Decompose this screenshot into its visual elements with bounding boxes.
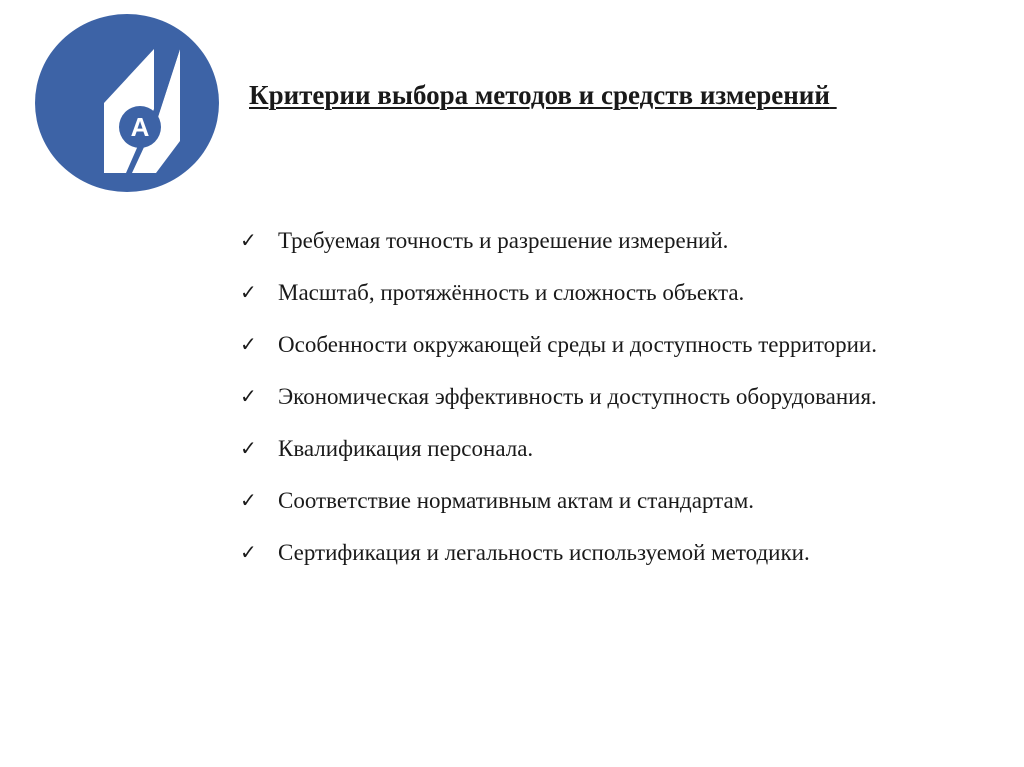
list-item [240,319,952,370]
checkmark-icon: ✓ [240,540,257,564]
geodesy-logo-icon [34,13,220,193]
list-item [240,267,952,318]
criterion-text: Сертификация и легальность используемой методики. [278,540,810,565]
checkmark-icon: ✓ [240,332,257,356]
checkmark-icon: ✓ [240,384,257,408]
criterion-text: Квалификация персонала. [278,436,534,461]
criterion-text: Масштаб, протяжённость и сложность объекта. [278,280,745,305]
list-item [240,215,952,266]
logo-letter: А [130,112,150,142]
checkmark-icon: ✓ [240,280,257,304]
criterion-text: Экономическая эффективность и доступность оборудования. [278,384,877,409]
list-item [240,371,952,422]
criterion-text: Требуемая точность и разрешение измерений. [278,228,729,253]
checkmark-icon: ✓ [240,488,257,512]
checkmark-icon: ✓ [240,228,257,252]
criteria-list [240,215,952,579]
checkmark-icon: ✓ [240,436,257,460]
criterion-text: Особенности окружающей среды и доступность территории. [278,332,877,357]
list-item [240,527,952,578]
list-item [240,475,952,526]
list-item [240,423,952,474]
criterion-text: Соответствие нормативным актам и стандартам. [278,488,754,513]
page-title: Критерии выбора методов и средств измерений [249,80,830,110]
